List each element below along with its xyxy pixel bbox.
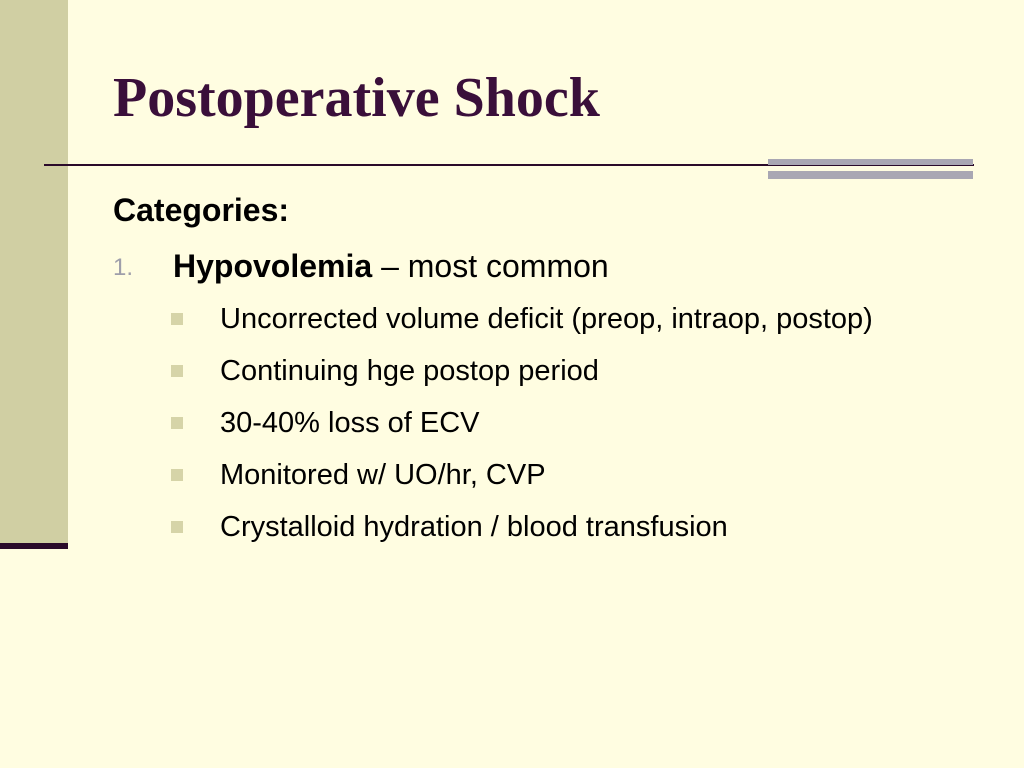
bullet-text: Continuing hge postop period — [220, 355, 599, 387]
bullet-text: 30-40% loss of ECV — [220, 407, 480, 439]
slide-body — [113, 188, 993, 558]
square-bullet-icon — [171, 417, 183, 429]
accent-stripe-top — [768, 159, 973, 165]
list-item — [113, 454, 993, 496]
list-item — [113, 350, 993, 392]
bullet-text: Uncorrected volume deficit (preop, intraop, postop) — [220, 303, 873, 335]
item-description: – most common — [372, 248, 609, 284]
item-number: 1. — [113, 254, 134, 281]
accent-stripe-bottom — [768, 171, 973, 179]
categories-heading: Categories: — [113, 192, 290, 228]
list-item — [113, 402, 993, 444]
bullet-list — [113, 298, 993, 548]
square-bullet-icon — [171, 521, 183, 533]
square-bullet-icon — [171, 365, 183, 377]
item-text — [173, 244, 609, 288]
slide-title: Postoperative Shock — [113, 67, 600, 129]
square-bullet-icon — [171, 469, 183, 481]
left-decorative-band — [0, 0, 68, 545]
list-item — [113, 298, 993, 340]
numbered-item — [113, 244, 993, 288]
accent-bar — [768, 159, 973, 179]
item-term: Hypovolemia — [173, 248, 373, 284]
bullet-text: Monitored w/ UO/hr, CVP — [220, 459, 546, 491]
bullet-text: Crystalloid hydration / blood transfusion — [220, 511, 728, 543]
list-item — [113, 506, 993, 548]
left-band-underline — [0, 543, 68, 549]
square-bullet-icon — [171, 313, 183, 325]
